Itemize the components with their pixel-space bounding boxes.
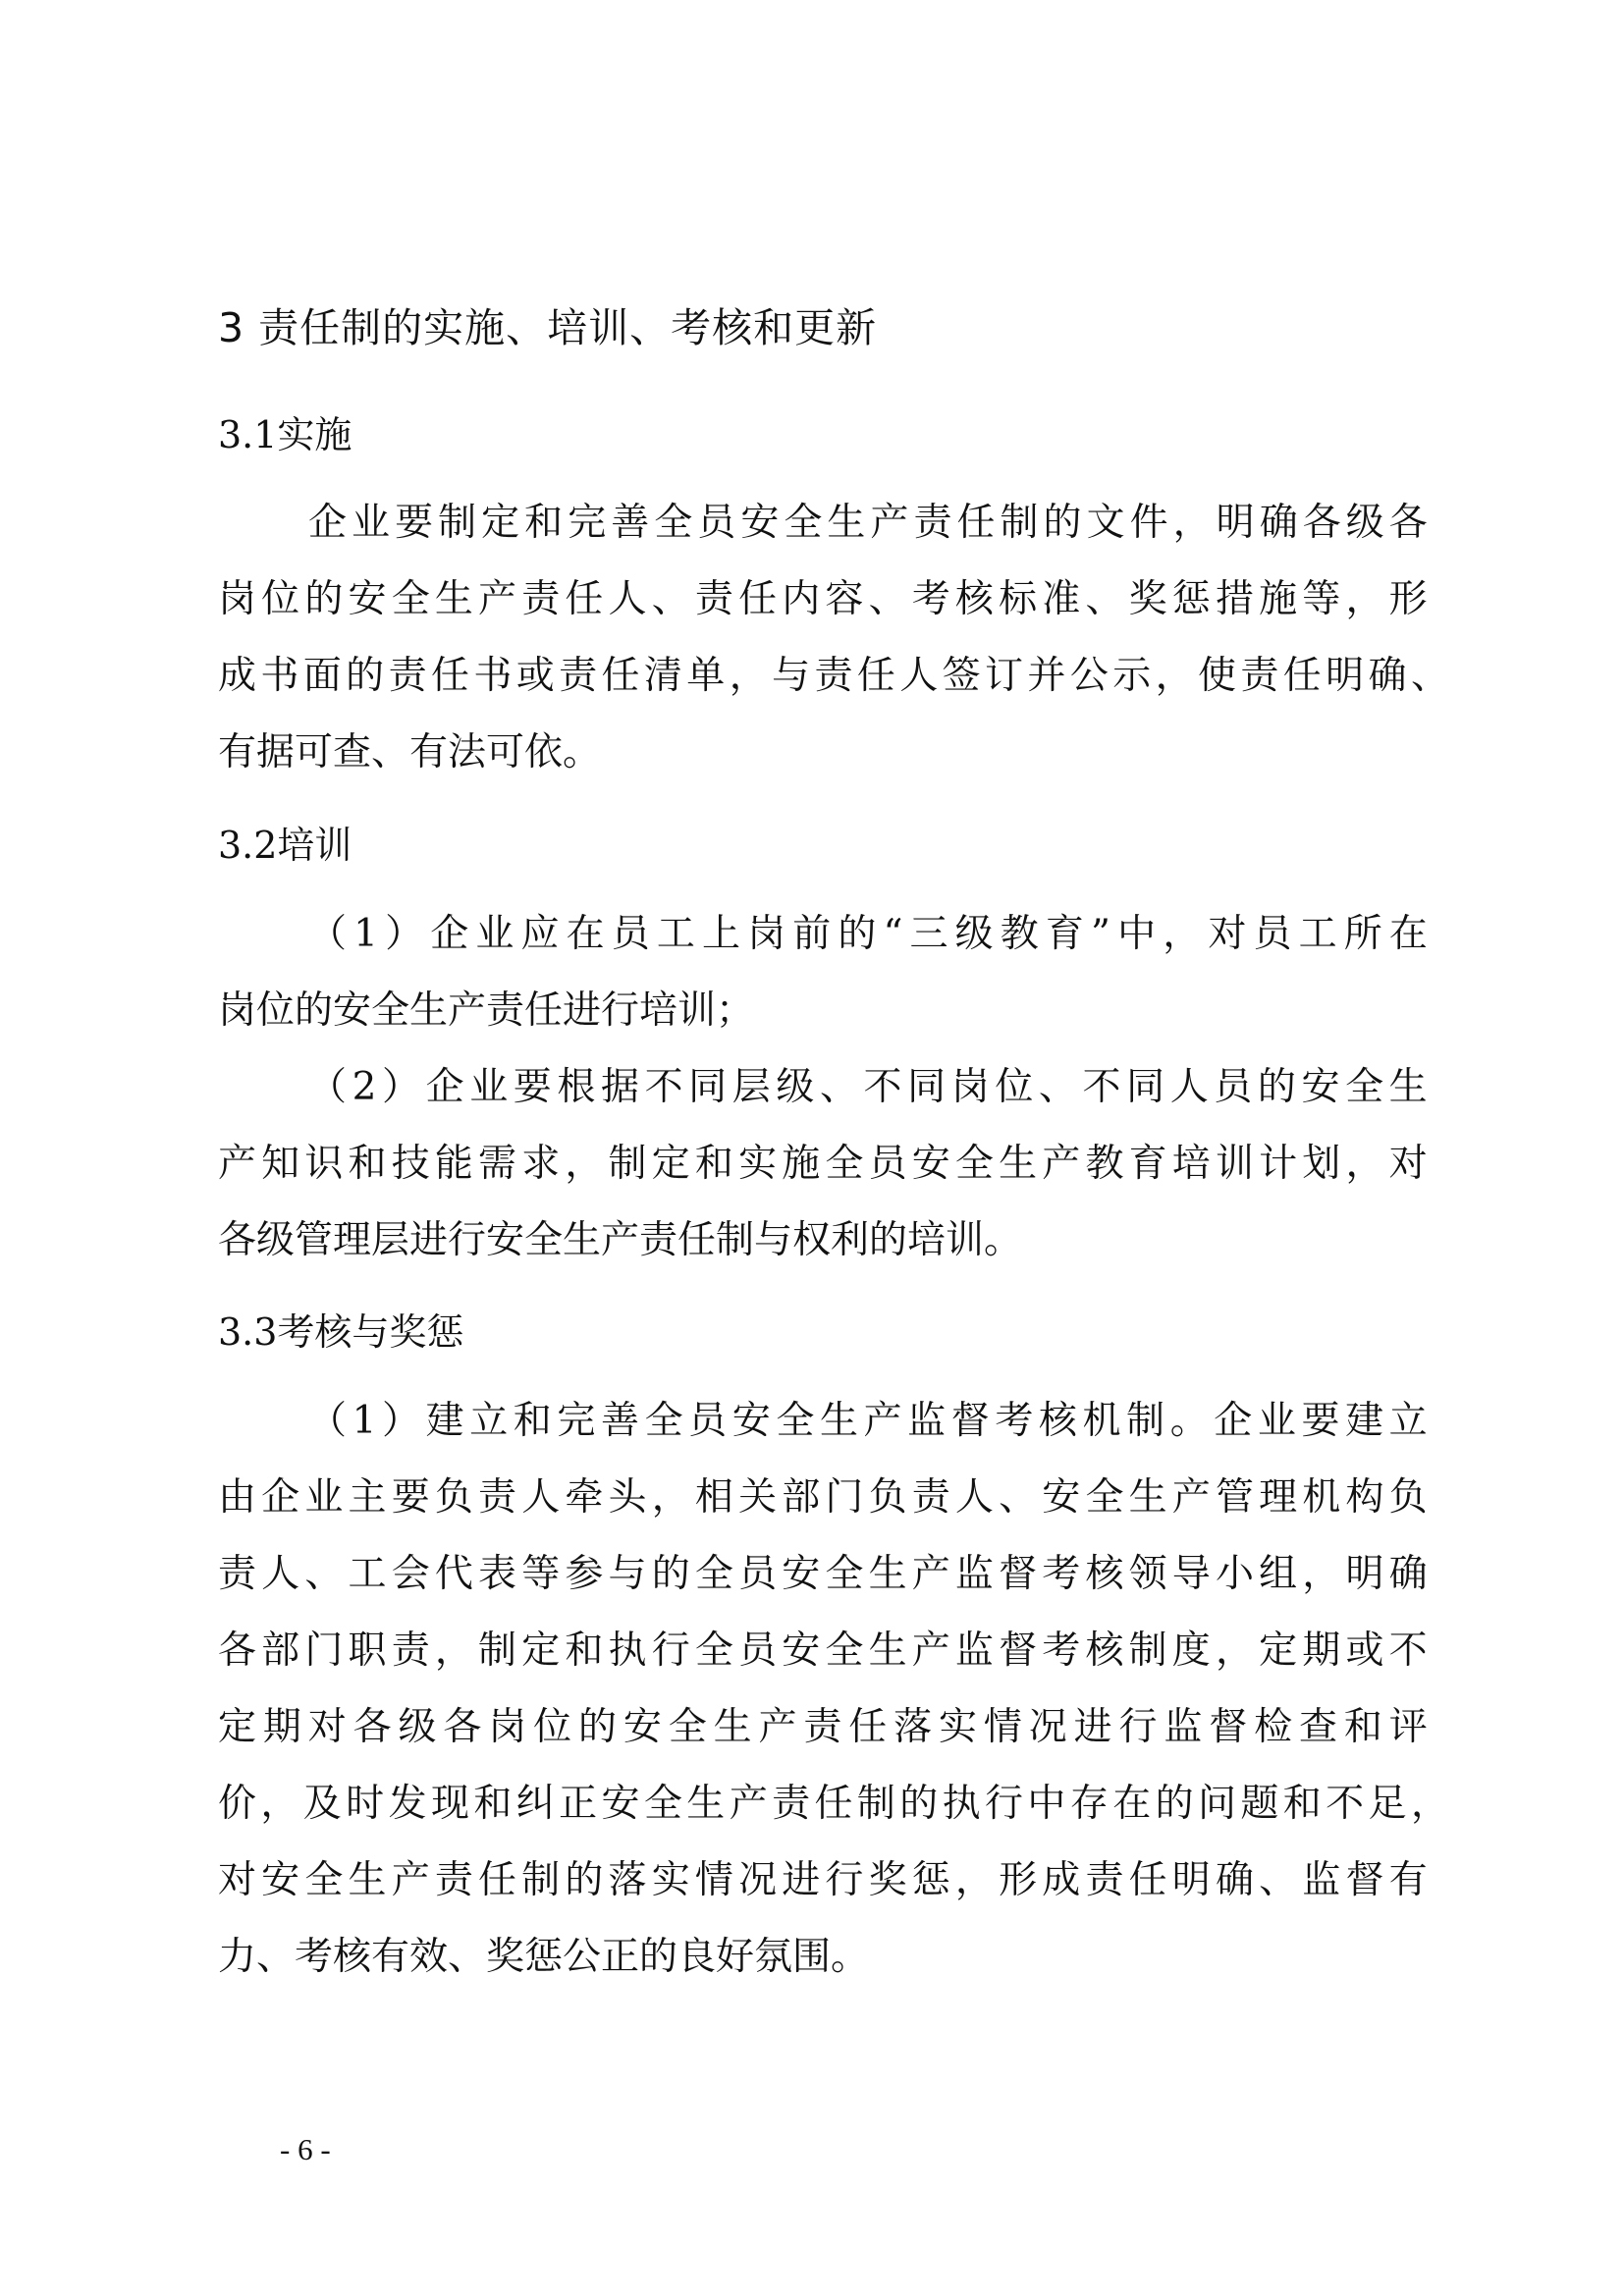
paragraph-line: （ 2 ） 企 业 要 根 据 不 同 层 级 、 不 同 岗 位 、 不 同 人 员 的 安 全 生	[308, 1065, 1428, 1109]
paragraph-line: 成 书 面 的 责 任 书 或 责 任 清 单 ， 与 责 任 人 签 订 并 公 示 ， 使 责 任 明 确 、	[218, 654, 1449, 698]
paragraph-line: 企 业 要 制 定 和 完 善 全 员 安 全 生 产 责 任 制 的 文 件 ， 明 确 各 级 各	[308, 501, 1428, 545]
paragraph-line: 岗位的安全生产责任进行培训；	[218, 988, 755, 1033]
paragraph-line: 责 人 、 工 会 代 表 等 参 与 的 全 员 安 全 生 产 监 督 考 核 领 导 小 组 ， 明 确	[218, 1552, 1428, 1596]
paragraph-line: 各 部 门 职 责 ， 制 定 和 执 行 全 员 安 全 生 产 监 督 考 核 制 度 ， 定 期 或 不	[218, 1629, 1428, 1673]
page-number: - 6 -	[280, 2132, 331, 2166]
section-title: 3.1实施	[218, 413, 352, 456]
section-title: 3.2培训	[218, 824, 352, 867]
paragraph-line: 定 期 对 各 级 各 岗 位 的 安 全 生 产 责 任 落 实 情 况 进 行 监 督 检 查 和 评	[218, 1705, 1428, 1749]
paragraph-line: 对 安 全 生 产 责 任 制 的 落 实 情 况 进 行 奖 惩 ， 形 成 责 任 明 确 、 监 督 有	[218, 1858, 1428, 1902]
paragraph-line: 力、考核有效、奖惩公正的良好氛围。	[218, 1935, 870, 1979]
paragraph-line: 岗 位 的 安 全 生 产 责 任 人 、 责 任 内 容 、 考 核 标 准 、 奖 惩 措 施 等 ， 形	[218, 577, 1428, 621]
paragraph-line: 产 知 识 和 技 能 需 求 ， 制 定 和 实 施 全 员 安 全 生 产 教 育 培 训 计 划 ， 对	[218, 1142, 1428, 1186]
section-title: 3.3考核与奖惩	[218, 1310, 464, 1354]
paragraph-line: 价 ， 及 时 发 现 和 纠 正 安 全 生 产 责 任 制 的 执 行 中 存 在 的 问 题 和 不 足 ，	[218, 1782, 1449, 1826]
paragraph-line: 有据可查、有法可依。	[218, 730, 602, 774]
chapter-heading: 3 责任制的实施、培训、考核和更新	[218, 304, 878, 351]
paragraph-line: （ 1 ） 建 立 和 完 善 全 员 安 全 生 产 监 督 考 核 机 制 。 企 业 要 建 立	[308, 1399, 1428, 1443]
paragraph-line: （ 1 ） 企 业 应 在 员 工 上 岗 前 的 “ 三 级 教 育 ” 中 ， 对 员 工 所 在	[308, 912, 1428, 956]
paragraph-line: 由 企 业 主 要 负 责 人 牵 头 ， 相 关 部 门 负 责 人 、 安 全 生 产 管 理 机 构 负	[218, 1475, 1428, 1520]
paragraph-line: 各级管理层进行安全生产责任制与权利的培训。	[218, 1218, 1023, 1262]
